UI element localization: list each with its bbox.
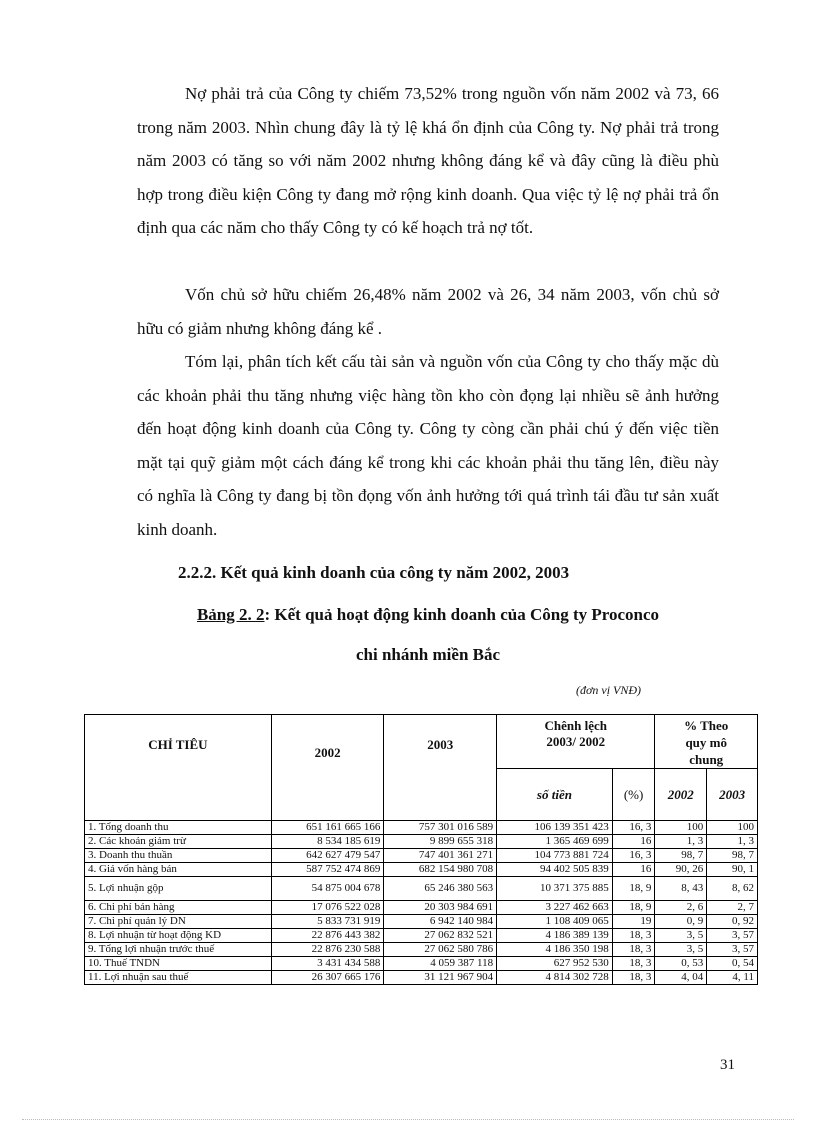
cell-value-2003: 31 121 967 904 xyxy=(384,971,497,985)
cell-share-2003: 3, 57 xyxy=(707,943,758,957)
cell-difference: 1 108 409 065 xyxy=(497,915,613,929)
table-row xyxy=(85,849,758,863)
cell-percent: 18, 3 xyxy=(612,943,655,957)
cell-indicator: 7. Chi phí quản lý DN xyxy=(85,915,272,929)
cell-value-2003: 9 899 655 318 xyxy=(384,835,497,849)
cell-value-2002: 54 875 004 678 xyxy=(271,877,384,901)
cell-indicator: 2. Các khoản giảm trừ xyxy=(85,835,272,849)
cell-value-2002: 22 876 230 588 xyxy=(271,943,384,957)
business-results-table xyxy=(84,714,758,985)
cell-percent: 16, 3 xyxy=(612,821,655,835)
table-caption-line2: chi nhánh miền Bắc xyxy=(355,645,501,664)
table-row xyxy=(85,957,758,971)
cell-value-2003: 27 062 580 786 xyxy=(384,943,497,957)
cell-value-2003: 20 303 984 691 xyxy=(384,901,497,915)
header-indicator: CHỈ TIÊU xyxy=(85,715,272,821)
cell-share-2002: 8, 43 xyxy=(655,877,707,901)
cell-share-2003: 90, 1 xyxy=(707,863,758,877)
cell-difference: 94 402 505 839 xyxy=(497,863,613,877)
cell-indicator: 1. Tổng doanh thu xyxy=(85,821,272,835)
header-difference: Chênh lệch 2003/ 2002 xyxy=(497,715,655,769)
cell-share-2002: 3, 5 xyxy=(655,929,707,943)
cell-share-2003: 4, 11 xyxy=(707,971,758,985)
cell-share-2003: 8, 62 xyxy=(707,877,758,901)
cell-difference: 4 186 389 139 xyxy=(497,929,613,943)
cell-share-2003: 0, 92 xyxy=(707,915,758,929)
cell-value-2002: 651 161 665 166 xyxy=(271,821,384,835)
cell-difference: 10 371 375 885 xyxy=(497,877,613,901)
cell-indicator: 11. Lợi nhuận sau thuế xyxy=(85,971,272,985)
cell-value-2002: 587 752 474 869 xyxy=(271,863,384,877)
header-share-2003: 2003 xyxy=(707,769,758,821)
paragraph-debt-ratio: Nợ phải trả của Công ty chiếm 73,52% trong nguồn vốn năm 2002 và 73, 66 trong năm 2003. Nhìn chung đây là tỷ lệ khá ổn định của Công ty. Nợ phải trả trong năm 2003 có tăng so với năm 2002 nhưng không đáng kể và đây cũng là điều phù hợp trong điều kiện Công ty đang mở rộng kinh doanh. Qua việc tỷ lệ nợ phải trả ổn định qua các năm cho thấy Công ty có kế hoạch trả nợ tốt. xyxy=(137,84,719,237)
table-row xyxy=(85,835,758,849)
header-share-2002: 2002 xyxy=(655,769,707,821)
cell-share-2002: 3, 5 xyxy=(655,943,707,957)
table-caption-label: Bảng 2. 2 xyxy=(196,605,265,624)
cell-percent: 18, 3 xyxy=(612,957,655,971)
table-row xyxy=(85,863,758,877)
table-row xyxy=(85,821,758,835)
section-heading: 2.2.2. Kết quả kinh doanh của công ty năm 2002, 2003 xyxy=(178,563,570,582)
table-row xyxy=(85,901,758,915)
page-bottom-divider xyxy=(22,1119,794,1120)
cell-percent: 18, 9 xyxy=(612,877,655,901)
cell-share-2002: 90, 26 xyxy=(655,863,707,877)
cell-difference: 4 186 350 198 xyxy=(497,943,613,957)
cell-difference: 1 365 469 699 xyxy=(497,835,613,849)
table-row xyxy=(85,943,758,957)
cell-share-2003: 3, 57 xyxy=(707,929,758,943)
header-2002: 2002 xyxy=(271,715,384,821)
cell-share-2002: 98, 7 xyxy=(655,849,707,863)
cell-indicator: 9. Tổng lợi nhuận trước thuế xyxy=(85,943,272,957)
cell-percent: 18, 9 xyxy=(612,901,655,915)
table-caption xyxy=(137,605,719,625)
cell-percent: 18, 3 xyxy=(612,971,655,985)
cell-value-2002: 8 534 185 619 xyxy=(271,835,384,849)
cell-share-2002: 1, 3 xyxy=(655,835,707,849)
header-percent: (%) xyxy=(612,769,655,821)
cell-value-2003: 4 059 387 118 xyxy=(384,957,497,971)
header-amount: số tiền xyxy=(497,769,613,821)
table-row xyxy=(85,971,758,985)
page-number: 31 xyxy=(720,1057,735,1073)
header-2003: 2003 xyxy=(384,715,497,821)
table-caption-text: : Kết quả hoạt động kinh doanh của Công ty Proconco xyxy=(264,605,660,624)
cell-percent: 16 xyxy=(612,863,655,877)
cell-percent: 19 xyxy=(612,915,655,929)
cell-value-2002: 642 627 479 547 xyxy=(271,849,384,863)
table-row xyxy=(85,915,758,929)
cell-share-2002: 2, 6 xyxy=(655,901,707,915)
cell-indicator: 5. Lợi nhuận gộp xyxy=(85,877,272,901)
cell-percent: 18, 3 xyxy=(612,929,655,943)
cell-share-2002: 4, 04 xyxy=(655,971,707,985)
table-row xyxy=(85,877,758,901)
cell-share-2003: 2, 7 xyxy=(707,901,758,915)
cell-difference: 104 773 881 724 xyxy=(497,849,613,863)
cell-value-2002: 5 833 731 919 xyxy=(271,915,384,929)
cell-share-2003: 100 xyxy=(707,821,758,835)
cell-share-2003: 0, 54 xyxy=(707,957,758,971)
cell-share-2003: 1, 3 xyxy=(707,835,758,849)
cell-value-2002: 17 076 522 028 xyxy=(271,901,384,915)
cell-value-2003: 65 246 380 563 xyxy=(384,877,497,901)
cell-share-2002: 0, 9 xyxy=(655,915,707,929)
cell-difference: 3 227 462 663 xyxy=(497,901,613,915)
cell-value-2003: 6 942 140 984 xyxy=(384,915,497,929)
cell-value-2002: 22 876 443 382 xyxy=(271,929,384,943)
cell-indicator: 4. Giá vốn hàng bán xyxy=(85,863,272,877)
unit-note: (đơn vị VNĐ) xyxy=(576,683,642,697)
paragraph-summary: Tóm lại, phân tích kết cấu tài sản và nguồn vốn của Công ty cho thấy mặc dù các khoản phải thu tăng nhưng việc hàng tồn kho còn đọng lại nhiều sẽ ảnh hưởng đến hoạt động kinh doanh của Công ty. Công ty còng cần phải chú ý đến việc tiền mặt tại quỹ giảm một cách đáng kể trong khi các khoản phải thu tăng lên, điều này có nghĩa là Công ty đang bị tồn đọng vốn ảnh hưởng tới quá trình tái đầu tư sản xuất kinh doanh. xyxy=(137,352,719,539)
cell-indicator: 6. Chi phí bán hàng xyxy=(85,901,272,915)
table-row xyxy=(85,929,758,943)
cell-value-2002: 26 307 665 176 xyxy=(271,971,384,985)
cell-difference: 4 814 302 728 xyxy=(497,971,613,985)
cell-value-2003: 757 301 016 589 xyxy=(384,821,497,835)
cell-percent: 16, 3 xyxy=(612,849,655,863)
cell-difference: 627 952 530 xyxy=(497,957,613,971)
cell-value-2002: 3 431 434 588 xyxy=(271,957,384,971)
cell-value-2003: 27 062 832 521 xyxy=(384,929,497,943)
cell-value-2003: 747 401 361 271 xyxy=(384,849,497,863)
cell-share-2002: 100 xyxy=(655,821,707,835)
cell-percent: 16 xyxy=(612,835,655,849)
cell-share-2002: 0, 53 xyxy=(655,957,707,971)
cell-indicator: 10. Thuế TNDN xyxy=(85,957,272,971)
paragraph-equity: Vốn chủ sở hữu chiếm 26,48% năm 2002 và 26, 34 năm 2003, vốn chủ sở hữu có giảm nhưng không đáng kể . xyxy=(137,285,719,338)
cell-difference: 106 139 351 423 xyxy=(497,821,613,835)
cell-value-2003: 682 154 980 708 xyxy=(384,863,497,877)
header-share: % Theo quy mô chung xyxy=(655,715,758,769)
cell-indicator: 8. Lợi nhuận từ hoạt động KD xyxy=(85,929,272,943)
table-body xyxy=(85,821,758,985)
cell-share-2003: 98, 7 xyxy=(707,849,758,863)
cell-indicator: 3. Doanh thu thuần xyxy=(85,849,272,863)
